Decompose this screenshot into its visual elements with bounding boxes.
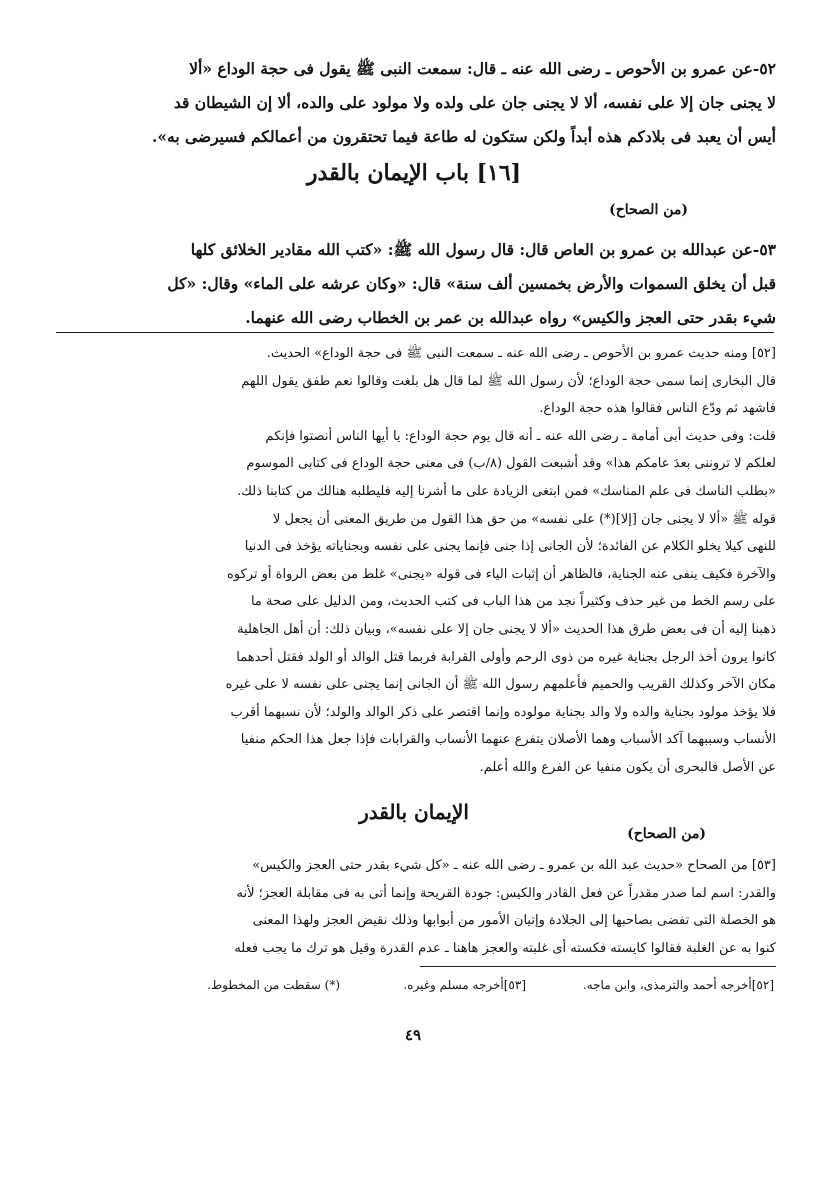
text-line: عن الأصل فالبحرى أن يكون منفيا عن الفرع والله أعلم. [479, 759, 776, 775]
footnote-52: [٥٢]أخرجه أحمد والترمذى، وابن ماجه. [582, 978, 774, 992]
text-line: على رسم الخط من غير حذف وكثيراً نجد من هذا الباب فى كتب الحديث، ومن الدليل على صحة ما [250, 594, 776, 610]
hadith-53-text [52, 233, 776, 335]
hadith-52-text [52, 52, 776, 154]
text-line: ٥٣-عن عبدالله بن عمرو بن العاص قال: قال رسول الله ﷺ: «كتب الله مقادير الخلائق كلها [190, 240, 776, 259]
section-label: (من الصحاح) [627, 826, 706, 842]
text-line: الأنساب وسببهما آكد الأسباب وهما الأصلان يتفرع عنهما الأنساب والقرابات فإذا جعل هذا الحكم منفيا [240, 732, 776, 748]
text-line: والقدر: اسم لما صدر مقدراً عن فعل القادر والكيس: جودة القريحة وإنما أتى به فى مقابلة العجز؛ لأنه [236, 885, 776, 901]
text-line: هو الخصلة التى تفضى بصاحبها إلى الجلادة وإتيان الأمور من أبوابها وذلك نقيض العجز ولهذا المعنى [252, 913, 776, 929]
chapter-title: [١٦] باب الإيمان بالقدر [306, 160, 522, 186]
footnote-divider [420, 966, 776, 967]
section-heading: الإيمان بالقدر [359, 800, 469, 824]
text-line: للنهى كيلا يخلو الكلام عن الفائدة؛ لأن الجانى إذا جنى فإنما يجنى على نفسه وبجناياته يؤخذ فى الدنيا [244, 539, 776, 555]
text-line: [٥٢] ومنه حديث عمرو بن الأحوص ـ رضى الله عنه ـ سمعت النبى ﷺ فى حجة الوداع» الحديث. [266, 346, 776, 361]
divider-line [56, 332, 774, 333]
footnote-star: (*) سقطت من المخطوط. [207, 978, 340, 992]
text-line: قوله ﷺ «ألا لا يجنى جان [إلا](*) على نفسه» من حق هذا القول من طريق المعنى أن يجعل لا [272, 511, 776, 527]
text-line: قال البخارى إنما سمى حجة الوداع؛ لأن رسول الله ﷺ لما قال هل بلغت وقالوا نعم طفق يقول اللهم [241, 373, 776, 389]
text-line: مكان الآخر وكذلك القريب والحميم فأعلمهم رسول الله ﷺ أن الجانى إنما يجنى على نفسه لا على غيره [225, 677, 776, 693]
footnote-53: [٥٣]أخرجه مسلم وغيره. [403, 978, 526, 992]
text-line: ٥٢-عن عمرو بن الأحوص ـ رضى الله عنه ـ قال: سمعت النبى ﷺ يقول فى حجة الوداع «ألا [189, 59, 776, 78]
text-line: فاشهد ثم ودّع الناس فقالوا هذه حجة الوداع. [539, 401, 776, 417]
section-label: (من الصحاح) [609, 202, 688, 218]
commentary-text [52, 340, 776, 782]
commentary-53-text [52, 852, 776, 962]
text-line: [٥٣] من الصحاح «حديث عبد الله بن عمرو ـ رضى الله عنه ـ «كل شيء بقدر حتى العجز والكيس» [252, 858, 776, 873]
text-line: قبل أن يخلق السموات والأرض بخمسين ألف سنة» قال: «وكان عرشه على الماء» وقال: «كل [167, 274, 776, 293]
text-line: «بطلب الناسك فى علم المناسك» فمن ابتغى الزيادة على ما أشرنا إليه فليطلبه هنالك من كتابنا ذلك. [237, 483, 776, 499]
text-line: كانوا يرون أخذ الرجل بجناية غيره من ذوى الرحم وأولى القرابة فربما قتل الوالد أو الولد فقتل أحدهما [236, 649, 776, 665]
page-number: ٤٩ [404, 1026, 422, 1044]
text-line: شيء بقدر حتى العجز والكيس» رواه عبدالله بن عمر بن الخطاب رضى الله عنهما. [245, 308, 776, 327]
text-line: والآخرة فكيف ينفى عنه الجناية، فالظاهر أن إثبات الياء فى قوله «يجنى» غلط من بعض الرواة أو تركوه [227, 566, 776, 582]
text-line: لا يجنى جان إلا على نفسه، ألا لا يجنى جان على ولده ولا مولود على والده، ألا إن الشيطان قد [173, 93, 776, 112]
text-line: قلت: وفى حديث أبى أمامة ـ رضى الله عنه ـ أنه قال يوم حجة الوداع: يا أيها الناس أنصتوا فإنكم [265, 428, 776, 444]
text-line: ذهبنا إليه أن فى بعض طرق هذا الحديث «ألا لا يجنى جان إلا على نفسه»، وبيان ذلك: أن أهل الجاهلية [237, 621, 776, 637]
text-line: أيس أن يعبد فى بلادكم هذه أبداً ولكن ستكون له طاعة فيما تحتقرون من أعمالكم فسيرضى به». [151, 127, 776, 146]
text-line: فلا يؤخذ مولود بجناية والده ولا والد بجناية مولوده وإنما اقتصر على ذكر الوالد والولد؛ لأن نسبهما أقرب [230, 704, 776, 720]
text-line: لعلكم لا تروننى بعدَ عامكم هذا» وقد أشبعت القول (٨/ب) فى معنى حجة الوداع فى كتابى الموسوم [246, 456, 776, 472]
text-line: كنوا به عن الغلبة فقالوا كايسته فكسته أى غلبته والعجز هاهنا ـ عدم القدرة وقيل هو ترك ما يجب فعله [234, 940, 776, 956]
